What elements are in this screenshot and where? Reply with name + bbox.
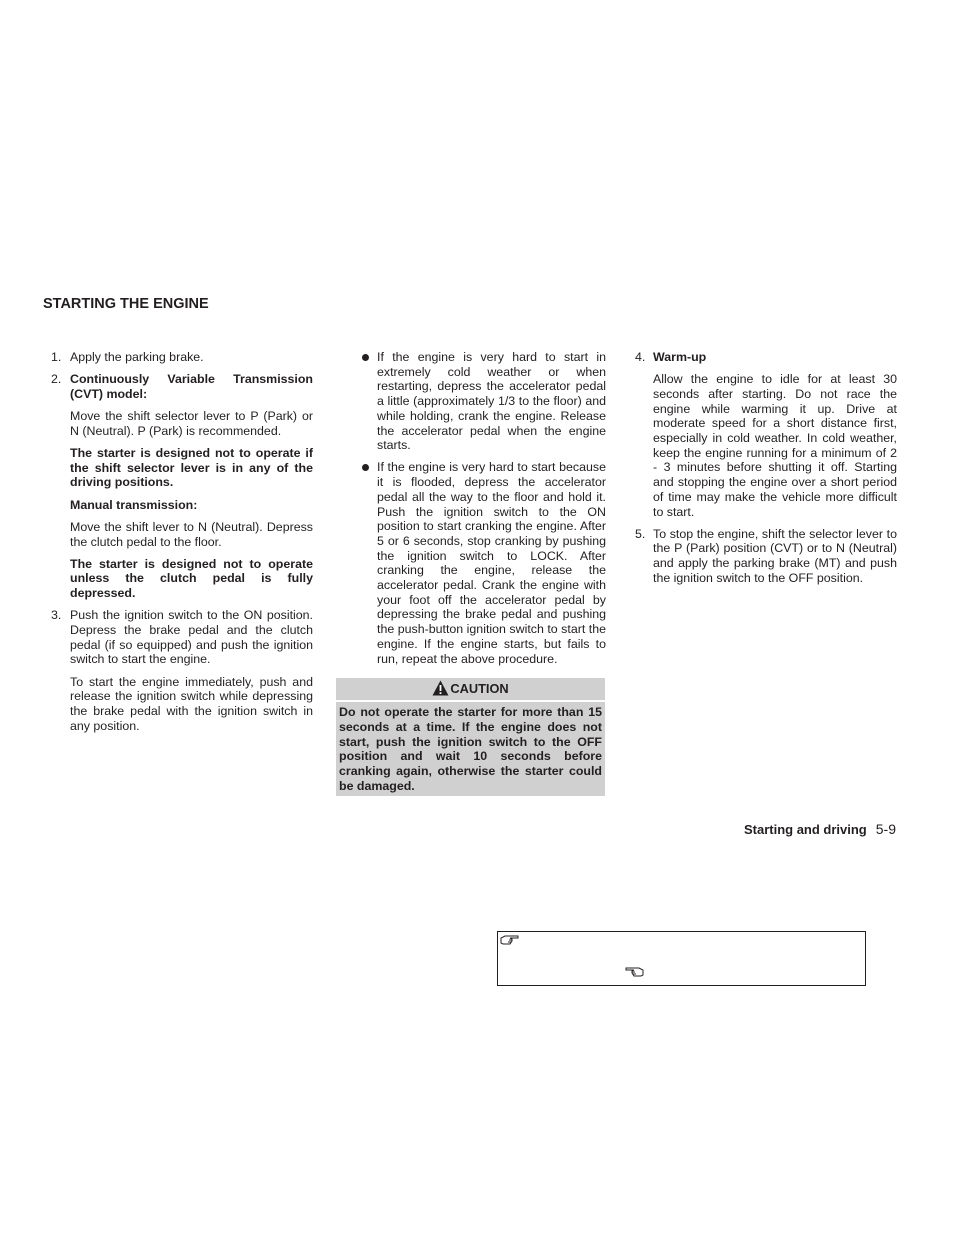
caution-body: Do not operate the starter for more than 15 seconds at a time. If the engine does not start, push the ignition switch to the OFF position and wait 10 seconds before cranking again, otherwise the starter could be damaged. <box>336 702 605 796</box>
paragraph: To start the engine immediately, push and release the ignition switch while depressing the brake pedal with the ignition switch in any position. <box>70 674 313 733</box>
step-2-warning <box>43 446 313 490</box>
step-number: 4. <box>635 350 646 364</box>
step-2 <box>43 372 313 401</box>
paragraph-bold: The starter is designed not to operate unless the clutch pedal is fully depressed. <box>70 556 313 601</box>
warning-triangle-icon <box>432 680 449 696</box>
page-footer <box>744 822 896 838</box>
manual-heading <box>43 498 313 513</box>
step-number: 2. <box>51 372 62 387</box>
paragraph-bold: The starter is designed not to operate if the shift selector lever is in any of the driving positions. <box>70 446 313 490</box>
step-2-text <box>43 409 313 438</box>
bullet-icon <box>362 464 369 471</box>
section-title: STARTING THE ENGINE <box>43 296 209 312</box>
step-text: Apply the parking brake. <box>70 350 204 364</box>
subheading: Manual transmission: <box>70 497 198 512</box>
step-text: To stop the engine, shift the selector lever to the P (Park) position (CVT) or to N (Neutral) and apply the parking brake (MT) and push the ignition switch to the OFF position. <box>653 526 897 585</box>
paragraph: Move the shift lever to N (Neutral). Depress the clutch pedal to the floor. <box>70 519 313 549</box>
paragraph: Allow the engine to idle for at least 30 seconds after starting. Do not race the engine while warming it up. Drive at moderate speed for a short distance first, especially in cold weather. In cold weather, keep the engine running for a minimum of 2 - 3 minutes before shutting it off. Starting and stopping the engine over a short period of time may make the vehicle more difficult to start. <box>653 372 897 519</box>
step-heading: Warm-up <box>653 350 707 364</box>
bullet-icon <box>362 354 369 361</box>
bullet-text: If the engine is very hard to start because it is flooded, depress the accelerator pedal all the way to the floor and hold it. Push the ignition switch to the ON position to start cranking the engine. After 5 or 6 seconds, stop cranking by pushing the ignition switch to LOCK. After cranking the engine, release the accelerator pedal. Crank the engine with your foot off the accelerator pedal by depressing the brake pedal and pushing the push-button ignition switch to start the engine. If the engine starts, but fails to run, repeat the above procedure. <box>377 460 606 666</box>
step-5 <box>633 527 897 586</box>
step-number: 1. <box>51 350 62 364</box>
step-heading: Continuously Variable Transmission (CVT) model: <box>70 372 313 401</box>
reference-box <box>497 931 866 986</box>
step-3-note <box>43 675 313 734</box>
manual-text <box>43 520 313 549</box>
step-4-text <box>633 372 897 519</box>
caution-box <box>336 678 605 796</box>
step-3 <box>43 608 313 667</box>
caution-header <box>336 678 605 700</box>
bullet-text: If the engine is very hard to start in extremely cold weather or when restarting, depress the accelerator pedal a little (approximately 1/3 to the floor) and while holding, crank the engine. Release the accelerator pedal when the engine starts. <box>377 350 606 453</box>
pointing-hand-icon <box>624 966 644 978</box>
paragraph: Move the shift selector lever to P (Park) or N (Neutral). P (Park) is recommended. <box>70 409 313 438</box>
step-4 <box>633 350 897 365</box>
pointing-hand-icon <box>500 934 520 946</box>
step-1 <box>43 350 313 365</box>
column-left <box>43 350 313 741</box>
step-number: 5. <box>635 526 646 541</box>
column-middle <box>336 350 606 796</box>
manual-warning <box>43 557 313 601</box>
step-text: Push the ignition switch to the ON position. Depress the brake pedal and the clutch pedal (if so equipped) and push the ignition switch to start the engine. <box>70 608 313 667</box>
page-number: 5-9 <box>875 821 896 837</box>
bullet-item <box>336 350 606 453</box>
bullet-item <box>336 460 606 666</box>
column-right <box>633 350 897 593</box>
footer-section: Starting and driving <box>743 822 867 837</box>
step-number: 3. <box>51 608 62 623</box>
caution-title: CAUTION <box>450 681 509 697</box>
